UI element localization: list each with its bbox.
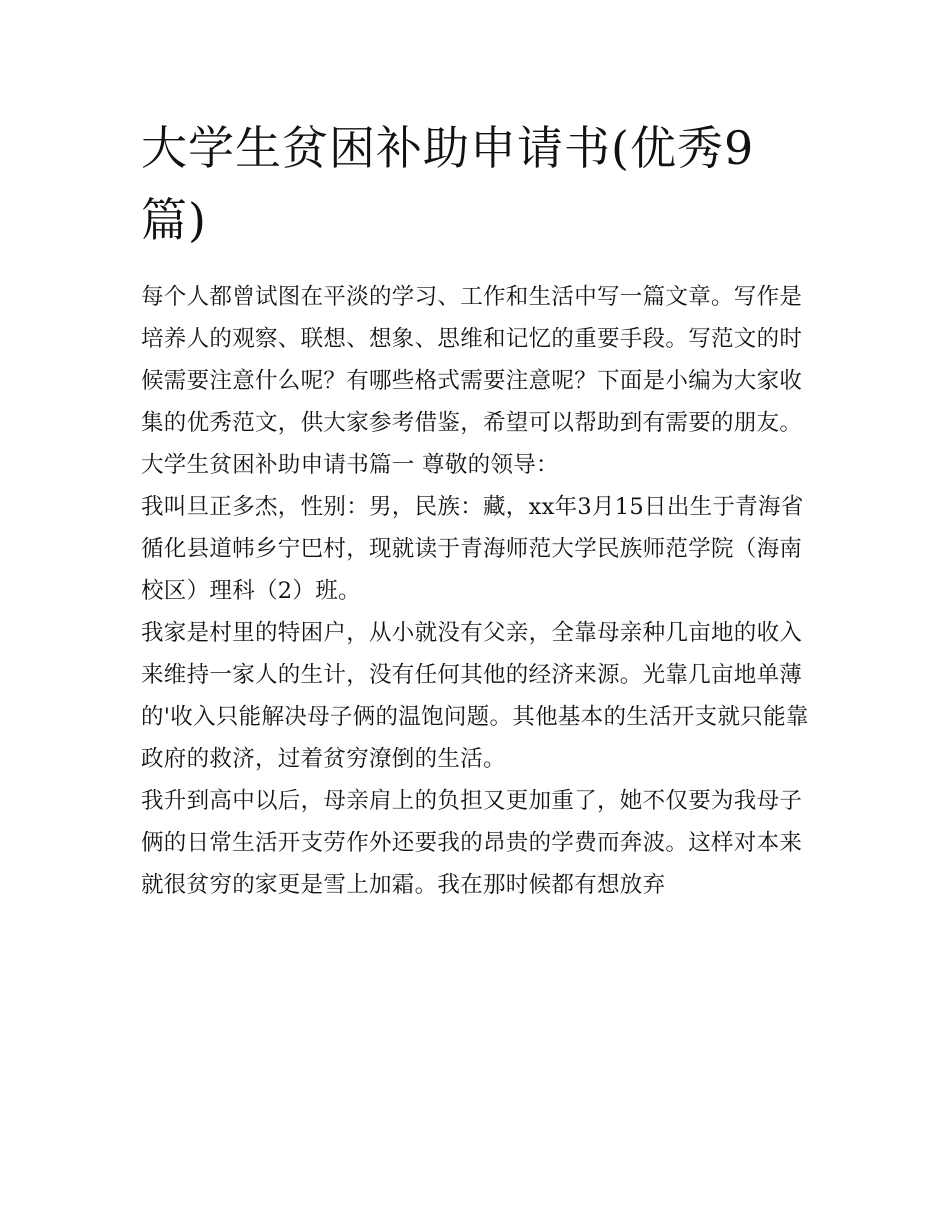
document-title: 大学生贫困补助申请书(优秀9篇) [141, 121, 755, 247]
family-situation-paragraph: 我家是村里的特困户，从小就没有父亲，全靠母亲种几亩地的收入来维持一家人的生计，没有任何其他的经济来源。光靠几亩地单薄的'收入只能解决母子俩的温饱问题。其他基本的生活开支就只能靠政府的救济，过着贫穷潦倒的生活。 [141, 620, 809, 772]
section-heading-paragraph: 大学生贫困补助申请书篇一 尊敬的领导： [141, 452, 559, 478]
personal-info-paragraph: 我叫旦正多杰，性别：男，民族：藏，xx年3月15日出生于青海省循化县道帏乡宁巴村，现就读于青海师范大学民族师范学院（海南校区）理科（2）班。 [141, 494, 804, 604]
document-body [141, 112, 813, 906]
high-school-paragraph: 我升到高中以后，母亲肩上的负担又更加重了，她不仅要为我母子俩的日常生活开支劳作外还要我的昂贵的学费而奔波。这样对本来就很贫穷的家更是雪上加霜。我在那时候都有想放弃 [141, 788, 803, 898]
intro-paragraph: 每个人都曾试图在平淡的学习、工作和生活中写一篇文章。写作是培养人的观察、联想、想象、思维和记忆的重要手段。写范文的时候需要注意什么呢？有哪些格式需要注意呢？下面是小编为大家收集的优秀范文，供大家参考借鉴，希望可以帮助到有需要的朋友。 [141, 284, 803, 436]
